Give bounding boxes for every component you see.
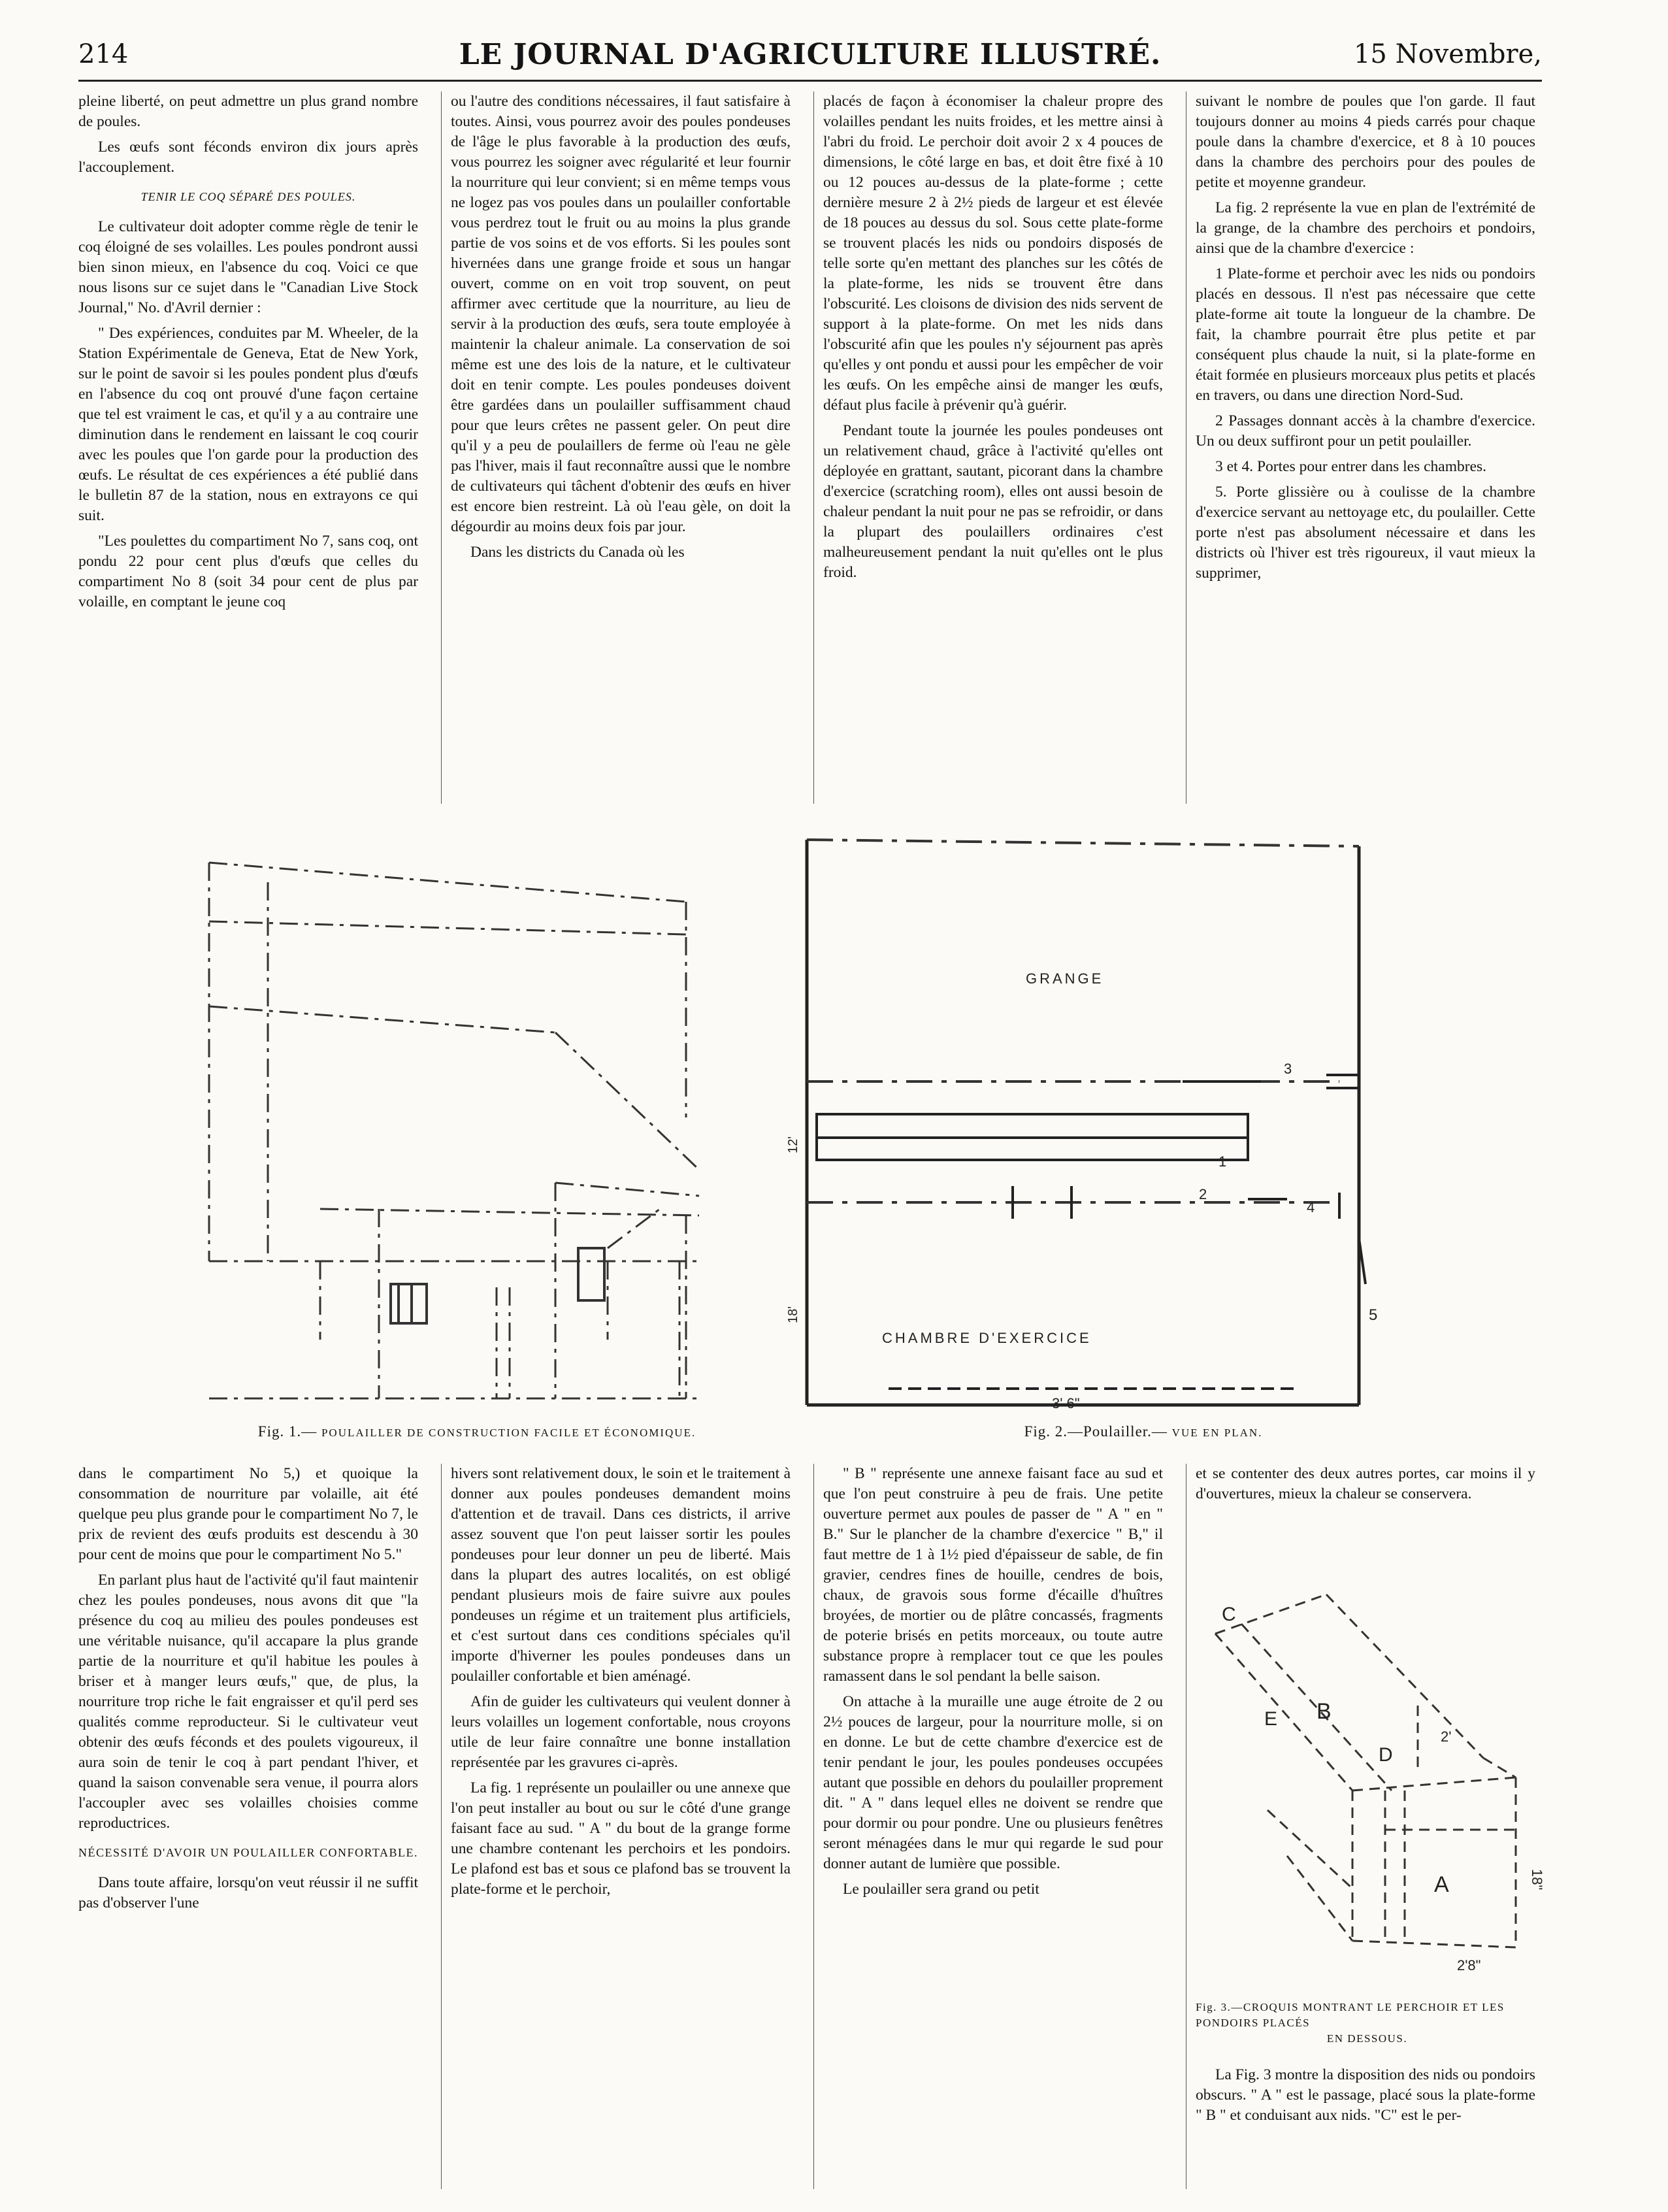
top-column-4 xyxy=(1196,91,1535,804)
floor-plan xyxy=(786,827,1418,1415)
section-heading: TENIR LE COQ SÉPARÉ DES POULES. xyxy=(140,190,356,204)
figure-2-caption xyxy=(915,1423,1372,1440)
plan-label-3: 3 xyxy=(1284,1061,1292,1077)
journal-title: LE JOURNAL D'AGRICULTURE ILLUSTRÉ. xyxy=(459,38,1162,71)
page-number: 214 xyxy=(78,39,129,69)
paragraph: ou l'autre des conditions nécessaires, il faut satisfaire à toutes. Ainsi, vous pourrez avoir des poules pondeuses de l'âge le plus favorable à la production des œufs, vous pourrez les soigner avec régularité et leur fournir la nourriture qui leur convient; si en même temps vous ne logez pas vos poules dans un poulailler confortable vous perdrez tout le fruit ou au moins la plus grande partie de vos soins et de vos efforts. Si les poules sont hivernées dans une grange froide et sous un hangar ouvert, comme on en voit trop souvent, on peut affirmer avec certitude que la nourriture, au lieu de servir à la production des œufs, sera toute employée à maintenir la chaleur animale. La conservation de soi même est une des lois de la nature, et le cultivateur doit en tenir compte. Les poules pondeuses doivent être gardées dans un poulailler suffisamment chaud pour que leurs crêtes ne passent geler. On peut dire qu'il y a peu de poulaillers de ferme où l'eau ne gèle pas l'hiver, mais il faut reconnaître aussi que le nombre de cultivateurs qui tâchent d'obtenir des œufs en hiver est encore bien restreint. Là où l'eau gèle, on doit la dégourdir au moins deux fois par jour. xyxy=(451,93,791,536)
sketch-label-e: E xyxy=(1264,1708,1278,1730)
plan-dimension-width: 3' 6" xyxy=(1052,1395,1080,1411)
paragraph: pleine liberté, on peut admettre un plus grand nombre de poules. xyxy=(78,93,418,131)
poultry-house-sketch xyxy=(189,843,725,1405)
bottom-column-4-top xyxy=(1196,1464,1535,1549)
paragraph: " B " représente une annexe faisant face au sud et que l'on peut construire à peu de frais. Une petite ouverture permet aux poules de passer de " A " en " B." Sur le plancher de la chambre d'exercice " B," il faut mettre de 1 à 1½ pied d'épaisseur de sable, de fin gravier, cendres fines de houille, cendres de bois, chaux, de gravois sous forme d'écaille d'huîtres broyées, de mortier ou de plâtre concassés, fragments de poterie brisés en petits morceaux, ou toute autre substance propre à remplacer tout ce que les poules ramassent dans le sol pendant la belle saison. xyxy=(823,1465,1163,1685)
figure-1-caption xyxy=(157,1423,797,1440)
plan-dimension-bottom: 18' xyxy=(786,1306,800,1323)
paragraph: Dans les districts du Canada où les xyxy=(470,544,685,561)
paragraph: 3 et 4. Portes pour entrer dans les chambres. xyxy=(1215,458,1487,476)
figure-1-caption-lead: Fig. 1.— xyxy=(257,1423,318,1440)
perch-and-nests-sketch xyxy=(1202,1594,1545,1993)
paragraph: Afin de guider les cultivateurs qui veulent donner à leurs volailles un logement confortable, nous croyons utile de leur faire connaître une bonne installation représentée par les gravures ci-après. xyxy=(451,1693,791,1772)
paragraph: Les œufs sont féconds environ dix jours après l'accouplement. xyxy=(78,139,418,176)
sketch-label-d: D xyxy=(1379,1744,1393,1766)
paragraph: La fig. 2 représente la vue en plan de l'extrémité de la grange, de la chambre des perchoirs et pondoirs, ainsi que de la chambre d'exercice : xyxy=(1196,199,1535,257)
paragraph: Dans toute affaire, lorsqu'on veut réussir il ne suffit pas d'observer l'une xyxy=(78,1874,418,1912)
figure-1-caption-text: POULAILLER DE CONSTRUCTION FACILE ET ÉCONOMIQUE. xyxy=(321,1427,696,1439)
paragraph: Pendant toute la journée les poules pondeuses ont un relativement chaud, grâce à l'activité qu'elles ont déployée en grattant, sautant, picorant dans la chambre d'exercice (scratching room), elles ont aussi besoin de chaleur pendant la nuit pour ne pas se refroidir, or dans la plupart des poulaillers ordinaires c'est malheureusement pendant la nuit qu'elles ont le plus froid. xyxy=(823,422,1163,582)
sketch-dimension-bottom: 2'8" xyxy=(1457,1957,1481,1973)
paragraph: placés de façon à économiser la chaleur propre des volailles pendant les nuits froides, et les mettre ainsi à l'abri du froid. Le perchoir doit avoir 2 x 4 pouces de dimensions, le côté large en bas, et doit être fixé à 10 ou 12 pouces au-dessus de la plate-forme ; cette dernière mesure 2 à 2½ pieds de largeur et est élevée de 18 pouces au dessus du sol. Sous cette plate-forme se trouvent placés les nids ou pondoirs disposés de telle sorte qu'en mettant des planches sur les côtés de la plate-forme, les nids se trouvent être dans l'obscurité. Les cloisons de division des nids servent de support à la plate-forme. On met les nids dans l'obscurité afin que les poules n'y séjournent pas après qu'elles y ont pondu et aussi pour les empêcher de voir les œufs. On les empêche ainsi de manger les œufs, défaut plus facile à prévenir qu'à guérir. xyxy=(823,93,1163,414)
paragraph: 2 Passages donnant accès à la chambre d'exercice. Un ou deux suffiront pour un petit poulailler. xyxy=(1196,412,1535,450)
paragraph: Le cultivateur doit adopter comme règle de tenir le coq éloigné de ses volailles. Les poules pondront aussi bien sinon mieux, en l'absence du coq. Voici ce que nous lisons sur ce sujet dans le "Canadian Live Stock Journal," No. d'Avril dernier : xyxy=(78,218,418,316)
top-column-2 xyxy=(451,91,791,804)
paragraph: "Les poulettes du compartiment No 7, sans coq, ont pondu 22 pour cent plus d'œufs que celles du compartiment No 8 (soit 34 pour cent de plus par volaille, en comptant le jeune coq xyxy=(78,533,418,611)
figure-2-plan xyxy=(786,827,1418,1415)
plan-label-2: 2 xyxy=(1199,1186,1207,1202)
column-divider xyxy=(441,1464,442,2189)
sketch-label-b: B xyxy=(1316,1699,1332,1724)
paragraph: hivers sont relativement doux, le soin et le traitement à donner aux poules pondeuses demandent moins d'attention et de travail. Dans ces districts, il arrive assez souvent que l'on peut laisser sortir les poules pondeuses pour leur donner un peu de liberté. Mais dans la plupart des autres localités, on est obligé pendant plusieurs mois de faire suivre aux poules pondeuses un régime et un traitement plus artificiels, et c'est surtout dans ces conditions spéciales qu'il importe d'hiverner les poules pondeuses dans un poulailler confortable et bien aménagé. xyxy=(451,1465,791,1685)
figure-2-caption-lead: Fig. 2.—Poulailler.— xyxy=(1024,1423,1168,1440)
plan-label-1: 1 xyxy=(1218,1153,1227,1170)
sketch-dimension-right: 18" xyxy=(1529,1869,1545,1890)
figure-3-caption-line-1: Fig. 3.—CROQUIS MONTRANT LE PERCHOIR ET LES PONDOIRS PLACÉS xyxy=(1196,2001,1505,2029)
sketch-dimension-top: 2' xyxy=(1441,1728,1452,1745)
paragraph: Le poulailler sera grand ou petit xyxy=(843,1881,1039,1898)
figure-3-caption xyxy=(1196,2000,1539,2046)
paragraph: La fig. 1 représente un poulailler ou une annexe que l'on peut installer au bout ou sur le côté d'une grange faisant face au sud. " A " du bout de la grange forme une chambre contenant les perchoirs et les pondoirs. Le plafond est bas et sous ce plafond bas se trouvent la plate-forme et le perchoir, xyxy=(451,1779,791,1898)
bottom-column-1 xyxy=(78,1464,418,2189)
sketch-label-a: A xyxy=(1434,1872,1449,1897)
issue-date: 15 Novembre, xyxy=(1353,39,1542,69)
paragraph: suivant le nombre de poules que l'on garde. Il faut toujours donner au moins 4 pieds carrés pour chaque poule dans la chambre d'exercice, et 8 à 10 pouces dans la chambre des perchoirs pour des poules de petite et moyenne grandeur. xyxy=(1196,93,1535,191)
paragraph: La Fig. 3 montre la disposition des nids ou pondoirs obscurs. " A " est le passage, placé sous la plate-forme " B " et conduisant aux nids. "C" est le per- xyxy=(1196,2066,1535,2124)
figure-3-sketch xyxy=(1202,1594,1545,1993)
top-column-1 xyxy=(78,91,418,804)
paragraph: " Des expériences, conduites par M. Wheeler, de la Station Expérimentale de Geneva, Etat de New York, sur le point de savoir si les poules pondent plus d'œufs en l'absence du coq ont prouvé d'une façon certaine que tel est vraiment le cas, et qu'il y a au contraire une diminution dans le rendement en laissant le coq courir avec les poules que l'on garde pour la production des œufs. Le résultat de ces expériences a été publié dans le bulletin 87 de la station, nous en extrayons ce qui suit. xyxy=(78,324,418,525)
paragraph: On attache à la muraille une auge étroite de 2 ou 2½ pouces de largeur, pour la nourriture molle, si on en donne. Le but de cette chambre d'exercice est de tenir pendant le jour, les poules pondeuses occupées autant que possible en dehors du poulailler proprement dit. " A " dans lequel elles ne doivent se rendre que pour dormir ou pour pondre. Une ou plusieurs fenêtres seront ménagées dans le mur qui regarde le sud pour donner autant de lumière que possible. xyxy=(823,1693,1163,1873)
figure-3-caption-line-2: EN DESSOUS. xyxy=(1326,2032,1408,2045)
plan-label-4: 4 xyxy=(1307,1199,1315,1215)
page-header xyxy=(78,34,1542,82)
bottom-column-3 xyxy=(823,1464,1163,2189)
bottom-column-4-bottom xyxy=(1196,2065,1535,2189)
paragraph: 1 Plate-forme et perchoir avec les nids ou pondoirs placés en dessous. Il n'est pas nécessaire que cette plate-forme ait toute la longueur de la chambre. De fait, la chambre pourrait être plus petite et par conséquent plus chaude la nuit, si la plate-forme en était formée en plusieurs morceaux plus petits et placés en travers, ou dans une direction Nord-Sud. xyxy=(1196,265,1535,404)
plan-label-exercise-room: CHAMBRE D'EXERCICE xyxy=(882,1330,1092,1346)
top-column-3 xyxy=(823,91,1163,804)
paragraph: 5. Porte glissière ou à coulisse de la chambre d'exercice servant au nettoyage etc, du poulailler. Cette porte n'est pas absolument nécessaire et dans les districts où l'hiver est très rigoureux, il vaut mieux la supprimer, xyxy=(1196,484,1535,582)
paragraph: dans le compartiment No 5,) et quoique la consommation de nourriture par volaille, ait été quelque peu plus grande pour le compartiment No 7, le prix de revient des œufs produits est descendu à 30 pour cent de moins que pour le compartiment No 5." xyxy=(78,1465,418,1564)
plan-dimension-top: 12' xyxy=(786,1136,800,1153)
paragraph: En parlant plus haut de l'activité qu'il faut maintenir chez les poules pondeuses, nous avons dit que "la présence du coq au milieu des poules pondeuses est une véritable nuisance, qu'il accapare la plus grande partie de la nourriture et qu'il habitue les poules à briser et à manger leurs œufs," que, de plus, la nourriture trop riche le fait engraisser et qu'il perd ses qualités comme reproducteur. Si le cultivateur veut obtenir des œufs féconds et des poulets vigoureux, il aura soin de tenir le coq à part pendant l'hiver, et quand la saison convenable sera venue, il pourra alors l'accoupler avec ses volailles choisies comme reproductrices. xyxy=(78,1572,418,1832)
bottom-column-2 xyxy=(451,1464,791,2189)
figure-1-illustration xyxy=(189,843,725,1405)
plan-label-5: 5 xyxy=(1369,1306,1378,1324)
figure-2-caption-text: VUE EN PLAN. xyxy=(1171,1427,1263,1439)
paragraph: et se contenter des deux autres portes, car moins il y d'ouvertures, mieux la chaleur se conservera. xyxy=(1196,1465,1535,1503)
column-divider xyxy=(813,1464,814,2189)
plan-label-grange: GRANGE xyxy=(1026,970,1104,987)
column-divider xyxy=(813,91,814,804)
section-heading: NÉCESSITÉ D'AVOIR UN POULAILLER CONFORTABLE. xyxy=(78,1846,418,1860)
column-divider xyxy=(441,91,442,804)
sketch-label-c: C xyxy=(1222,1604,1236,1625)
